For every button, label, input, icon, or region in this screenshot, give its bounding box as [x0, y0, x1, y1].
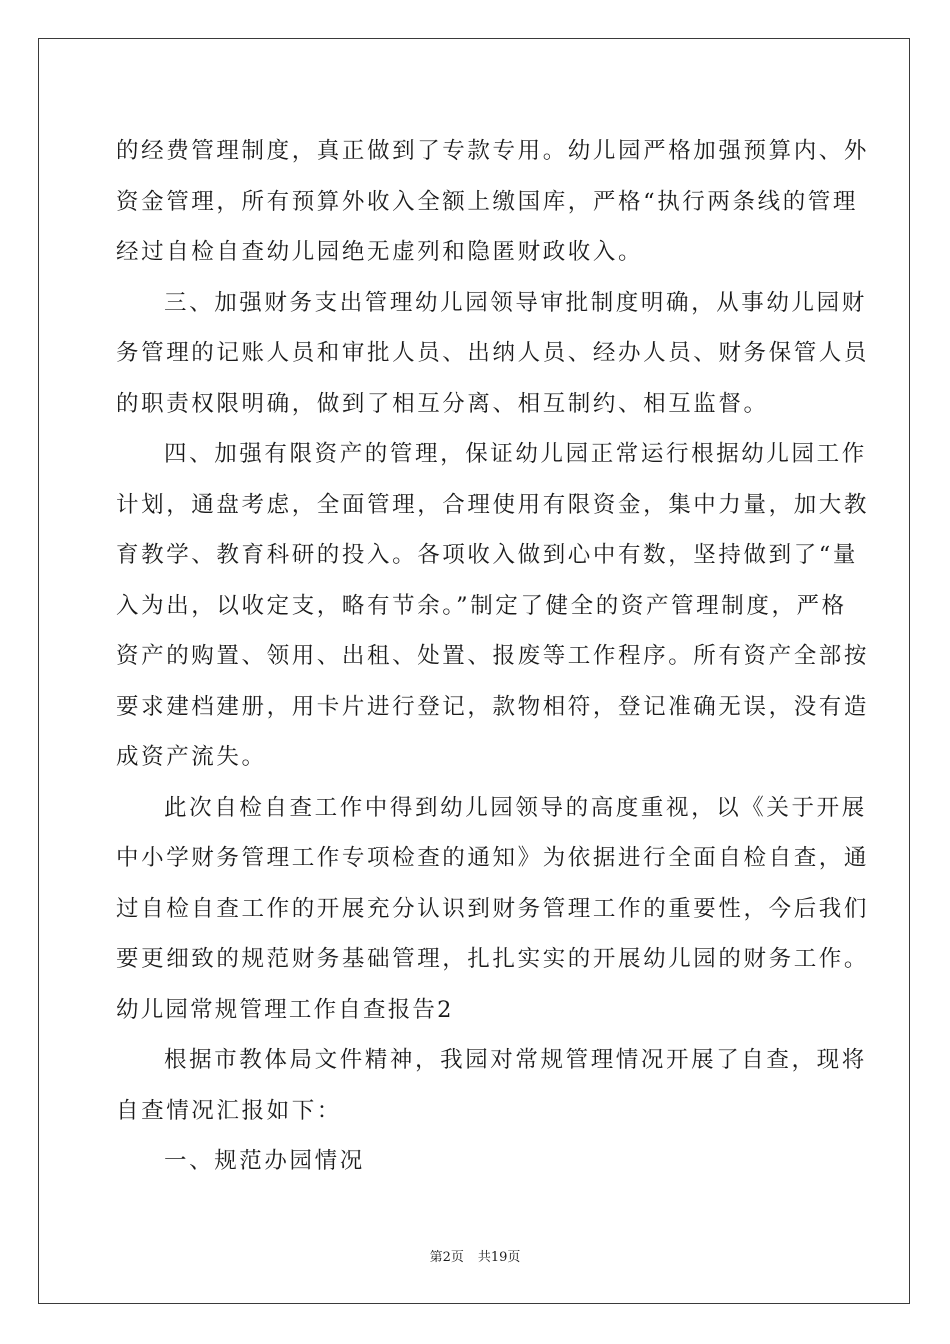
page-number: 第2页	[429, 1250, 464, 1265]
text-line: 务管理的记账人员和审批人员、出纳人员、经办人员、财务保管人员	[116, 340, 870, 366]
text-line: 的职责权限明确，做到了相互分离、相互制约、相互监督。	[116, 390, 769, 417]
text-line: 育教学、教育科研的投入。各项收入做到心中有数，坚持做到了“量	[116, 542, 859, 568]
text-line: 资金管理，所有预算外收入全额上缴国库，严格“执行两条线的管理	[116, 188, 859, 215]
text-line: 计划，通盘考虑，全面管理，合理使用有限资金，集中力量，加大教	[116, 491, 870, 518]
text-line: 资产的购置、领用、出租、处置、报废等工作程序。所有资产全部按	[116, 643, 870, 669]
text-line: 中小学财务管理工作专项检查的通知》为依据进行全面自检自查，通	[116, 845, 870, 871]
paragraph-start: 三、加强财务支出管理幼儿园领导审批制度明确，从事幼儿园财	[164, 289, 867, 316]
paragraph-start: 根据市教体局文件精神，我园对常规管理情况开展了自查，现将	[164, 1047, 867, 1073]
text-line: 过自检自查工作的开展充分认识到财务管理工作的重要性，今后我们	[116, 895, 870, 922]
paragraph-start: 此次自检自查工作中得到幼儿园领导的高度重视，以《关于开展	[164, 794, 867, 821]
text-line: 要更细致的规范财务基础管理，扎扎实实的开展幼儿园的财务工作。	[116, 946, 870, 972]
text-line: 要求建档建册，用卡片进行登记，款物相符，登记准确无误，没有造	[116, 693, 870, 720]
section-title: 幼儿园常规管理工作自查报告2	[116, 996, 454, 1023]
subsection-heading: 一、规范办园情况	[164, 1148, 365, 1174]
document-body	[116, 126, 870, 1187]
paragraph-start: 四、加强有限资产的管理，保证幼儿园正常运行根据幼儿园工作	[164, 441, 867, 467]
text-line: 成资产流失。	[116, 744, 267, 770]
text-line: 自查情况汇报如下：	[116, 1097, 342, 1124]
text-line: 入为出，以收定支，略有节余。”制定了健全的资产管理制度，严格	[116, 592, 847, 619]
page-footer	[0, 1246, 950, 1265]
text-line: 的经费管理制度，真正做到了专款专用。幼儿园严格加强预算内、外	[116, 138, 870, 164]
page-total: 共19页	[477, 1250, 521, 1265]
text-line: 经过自检自查幼儿园绝无虚列和隐匿财政收入。	[116, 239, 644, 265]
